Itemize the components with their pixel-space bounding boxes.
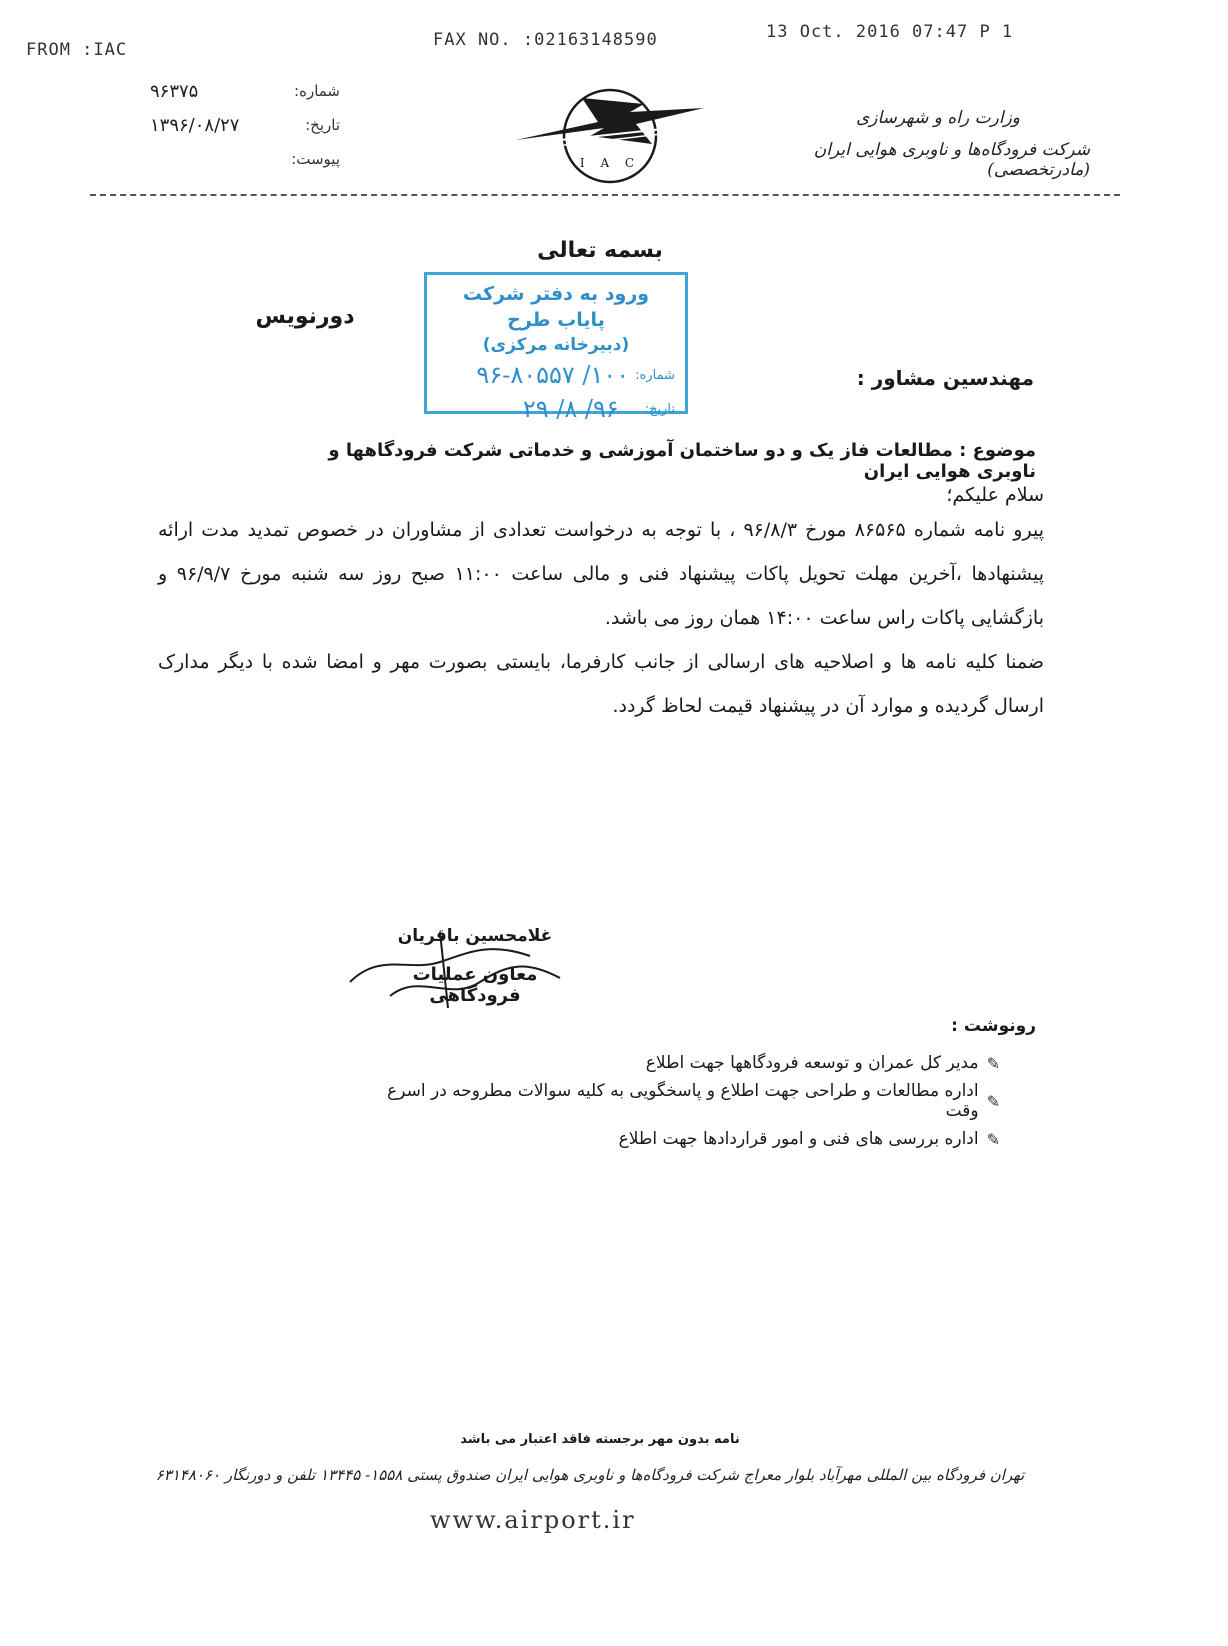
- fax-timestamp: 13 Oct. 2016 07:47 P 1: [766, 22, 1014, 42]
- number-value: ۹۶۳۷۵: [150, 80, 199, 102]
- signature-block: [330, 912, 590, 1012]
- subject: موضوع : مطالعات فاز یک و دو ساختمان آموزشی و خدماتی شرکت فرودگاهها و ناوبری هوایی ایران: [328, 440, 1036, 482]
- stamp-date-label: تاریخ:: [644, 401, 675, 417]
- cc-item-text: اداره مطالعات و طراحی جهت اطلاع و پاسخگویی به کلیه سوالات مطروحه در اسرع وقت: [387, 1081, 979, 1121]
- company-name: شرکت فرودگاه‌ها و ناوبری هوایی ایران (مادرتخصصی): [813, 140, 1090, 180]
- footer-note: نامه بدون مهر برجسته فاقد اعتبار می باشد: [460, 1432, 740, 1447]
- cc-list: [380, 1044, 1000, 1158]
- iac-logo-icon: [512, 78, 708, 188]
- signatory-name: غلامحسین باقریان: [397, 926, 553, 946]
- footer-address: تهران فرودگاه بین المللی مهرآباد بلوار معراج شرکت فرودگاه‌ها و ناوبری هوایی ایران صندوق پستی ۱۵۵۸- ۱۳۴۴۵ تلفن و دورنگار ۶۳۱۴۸۰۶۰: [155, 1466, 1025, 1484]
- ministry-name: وزارت راه و شهرسازی: [855, 108, 1020, 128]
- header-divider: [90, 194, 1120, 196]
- bismillah: بسمه تعالی: [537, 238, 663, 263]
- logo-text: I A C: [579, 156, 641, 170]
- recipient: مهندسین مشاور :: [856, 366, 1034, 390]
- number-label: شماره:: [294, 82, 340, 100]
- stamp-number-value: ۱۰۰/ ۹۶-۸۰۵۵۷: [476, 361, 630, 389]
- iac-logo: [512, 78, 708, 188]
- cc-label: رونوشت :: [951, 1016, 1036, 1036]
- letter-type: دورنویس: [255, 304, 355, 329]
- greeting: سلام علیکم؛: [946, 484, 1044, 506]
- signatory-title: معاون عملیات فرودگاهی: [412, 964, 538, 1006]
- stamp-line2: (دبیرخانه مرکزی): [482, 335, 630, 355]
- arrow-bullet-icon: ✎: [986, 1129, 1000, 1149]
- body-paragraph-2: ضمنا کلیه نامه ها و اصلاحیه های ارسالی از جانب کارفرما، بایستی بصورت مهر و امضا شده با دیگر مدارک ارسال گردیده و موارد آن در پیشنهاد قیمت لحاظ گردد.: [158, 651, 1044, 717]
- attachment-label: پیوست:: [291, 150, 340, 168]
- fax-number: FAX NO. :02163148590: [433, 30, 658, 50]
- arrow-bullet-icon: ✎: [986, 1091, 1000, 1111]
- stamp-date-value: ۹۶/ ۸/ ۲۹: [522, 395, 619, 423]
- stamp-number-label: شماره:: [635, 367, 675, 383]
- cc-item: [380, 1044, 1000, 1082]
- letter-meta: [150, 74, 340, 176]
- date-label: تاریخ:: [305, 116, 340, 134]
- arrow-bullet-icon: ✎: [986, 1053, 1000, 1073]
- fax-from: FROM :IAC: [26, 40, 128, 60]
- stamp-line1: ورود به دفتر شرکت پایاب طرح: [462, 283, 650, 331]
- date-value: ۱۳۹۶/۰۸/۲۷: [150, 114, 240, 136]
- cc-item: [380, 1120, 1000, 1158]
- cc-item-text: مدیر کل عمران و توسعه فرودگاهها جهت اطلاع: [645, 1053, 979, 1073]
- body-paragraph-1: پیرو نامه شماره ۸۶۵۶۵ مورخ ۹۶/۸/۳ ، با توجه به درخواست تعدادی از مشاوران در خصوص تمدید مدت ارائه پیشنهادها ،آخرین مهلت تحویل پاکات پیشنهاد فنی و مالی ساعت ۱۱:۰۰ صبح روز سه شنبه مورخ ۹۶/۹/۷ و بازگشایی پاکات راس ساعت ۱۴:۰۰ همان روز می باشد.: [158, 519, 1044, 629]
- reception-stamp: [424, 272, 688, 423]
- footer-website: www.airport.ir: [430, 1506, 636, 1534]
- cc-item-text: اداره بررسی های فنی و امور قراردادها جهت اطلاع: [618, 1129, 979, 1149]
- cc-item: [380, 1082, 1000, 1120]
